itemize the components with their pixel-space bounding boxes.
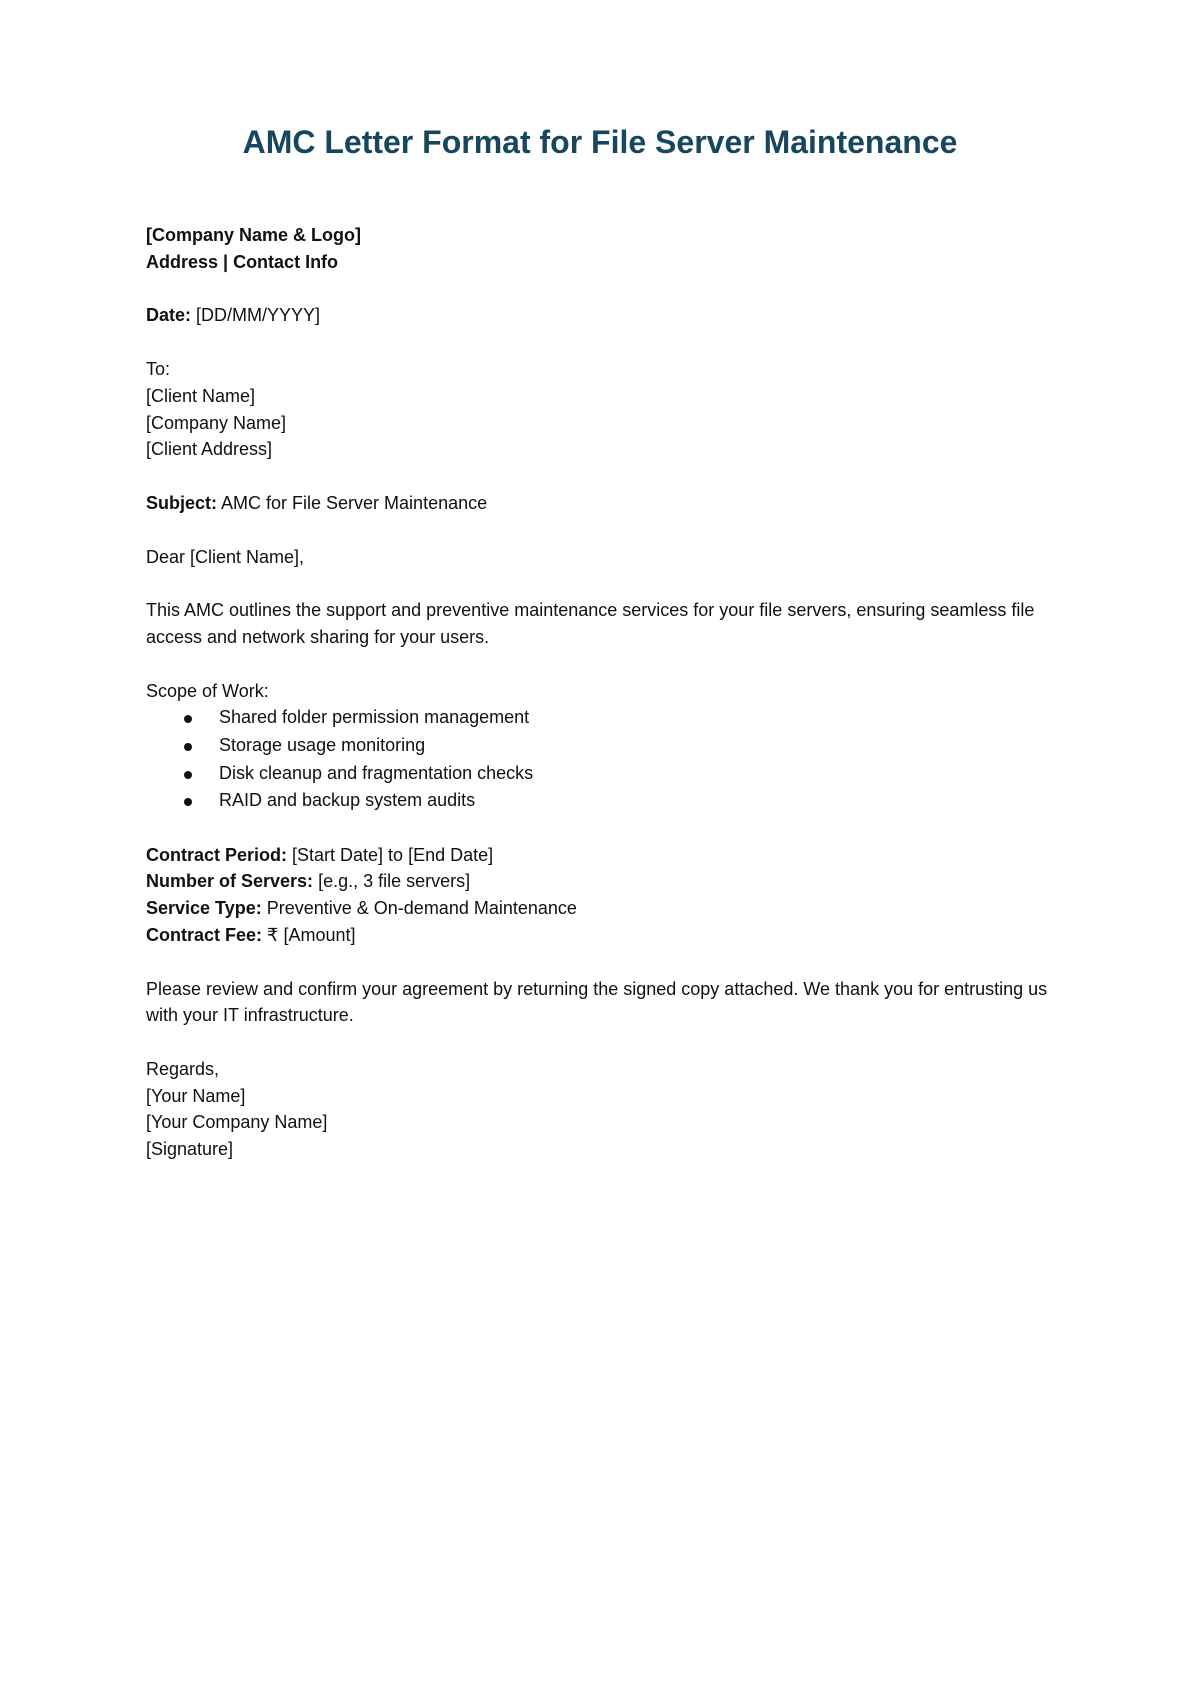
intro-paragraph: This AMC outlines the support and preventive maintenance services for your file servers, ensuring seamless file access and network sharing for your users.: [146, 600, 1035, 647]
recipient-company-name: [Company Name]: [146, 412, 287, 433]
scope-list: [146, 704, 1066, 814]
contract-period-label: Contract Period:: [146, 844, 288, 865]
header-address: Address | Contact Info: [146, 251, 339, 272]
scope-item: [146, 704, 1066, 732]
contract-fee-value: ₹ [Amount]: [262, 924, 356, 945]
header-company: [Company Name & Logo]: [146, 225, 362, 245]
signoff-signature: [Signature]: [146, 1139, 234, 1160]
bullet-icon: [184, 743, 192, 751]
service-type-label: Service Type:: [146, 898, 262, 919]
recipient-client-address: [Client Address]: [146, 439, 273, 460]
bullet-icon: [184, 771, 192, 779]
scope-heading: Scope of Work:: [146, 680, 269, 701]
bullet-icon: [184, 715, 192, 723]
servers-line: [146, 868, 1066, 895]
signoff-your-company: [Your Company Name]: [146, 1112, 328, 1133]
scope-item: [146, 760, 1066, 788]
contract-period-value: [Start Date] to [End Date]: [287, 844, 494, 865]
contract-fee-label: Contract Fee:: [146, 924, 263, 945]
service-type-value: Preventive & On-demand Maintenance: [261, 898, 577, 919]
scope-item-text: Storage usage monitoring: [219, 734, 426, 755]
salutation: Dear [Client Name],: [146, 546, 305, 567]
document-title: AMC Letter Format for File Server Maintenance: [242, 124, 958, 160]
servers-value: [e.g., 3 file servers]: [313, 871, 471, 892]
bullet-icon: [184, 798, 192, 806]
recipient-client-name: [Client Name]: [146, 385, 256, 406]
signoff-regards: Regards,: [146, 1058, 220, 1079]
subject-label: Subject:: [146, 492, 218, 513]
subject-value: AMC for File Server Maintenance: [217, 492, 488, 513]
contract-fee-line: [146, 922, 1066, 949]
closing-paragraph: Please review and confirm your agreement by returning the signed copy attached. We thank you for entrusting us with your IT infrastructure.: [146, 978, 1048, 1026]
letter-body: [146, 222, 1066, 1163]
recipient-to: To:: [146, 358, 171, 379]
date-value: [DD/MM/YYYY]: [191, 305, 321, 326]
subject-line: [146, 490, 1066, 517]
scope-item-text: Shared folder permission management: [219, 707, 530, 728]
date-label: Date:: [146, 305, 192, 326]
contract-period-line: [146, 842, 1066, 869]
servers-label: Number of Servers:: [146, 871, 314, 892]
date-line: [146, 302, 1066, 329]
scope-item-text: RAID and backup system audits: [219, 790, 476, 811]
scope-item: [146, 787, 1066, 815]
service-type-line: [146, 895, 1066, 922]
signoff-your-name: [Your Name]: [146, 1085, 246, 1106]
scope-item-text: Disk cleanup and fragmentation checks: [219, 762, 534, 783]
scope-item: [146, 732, 1066, 760]
